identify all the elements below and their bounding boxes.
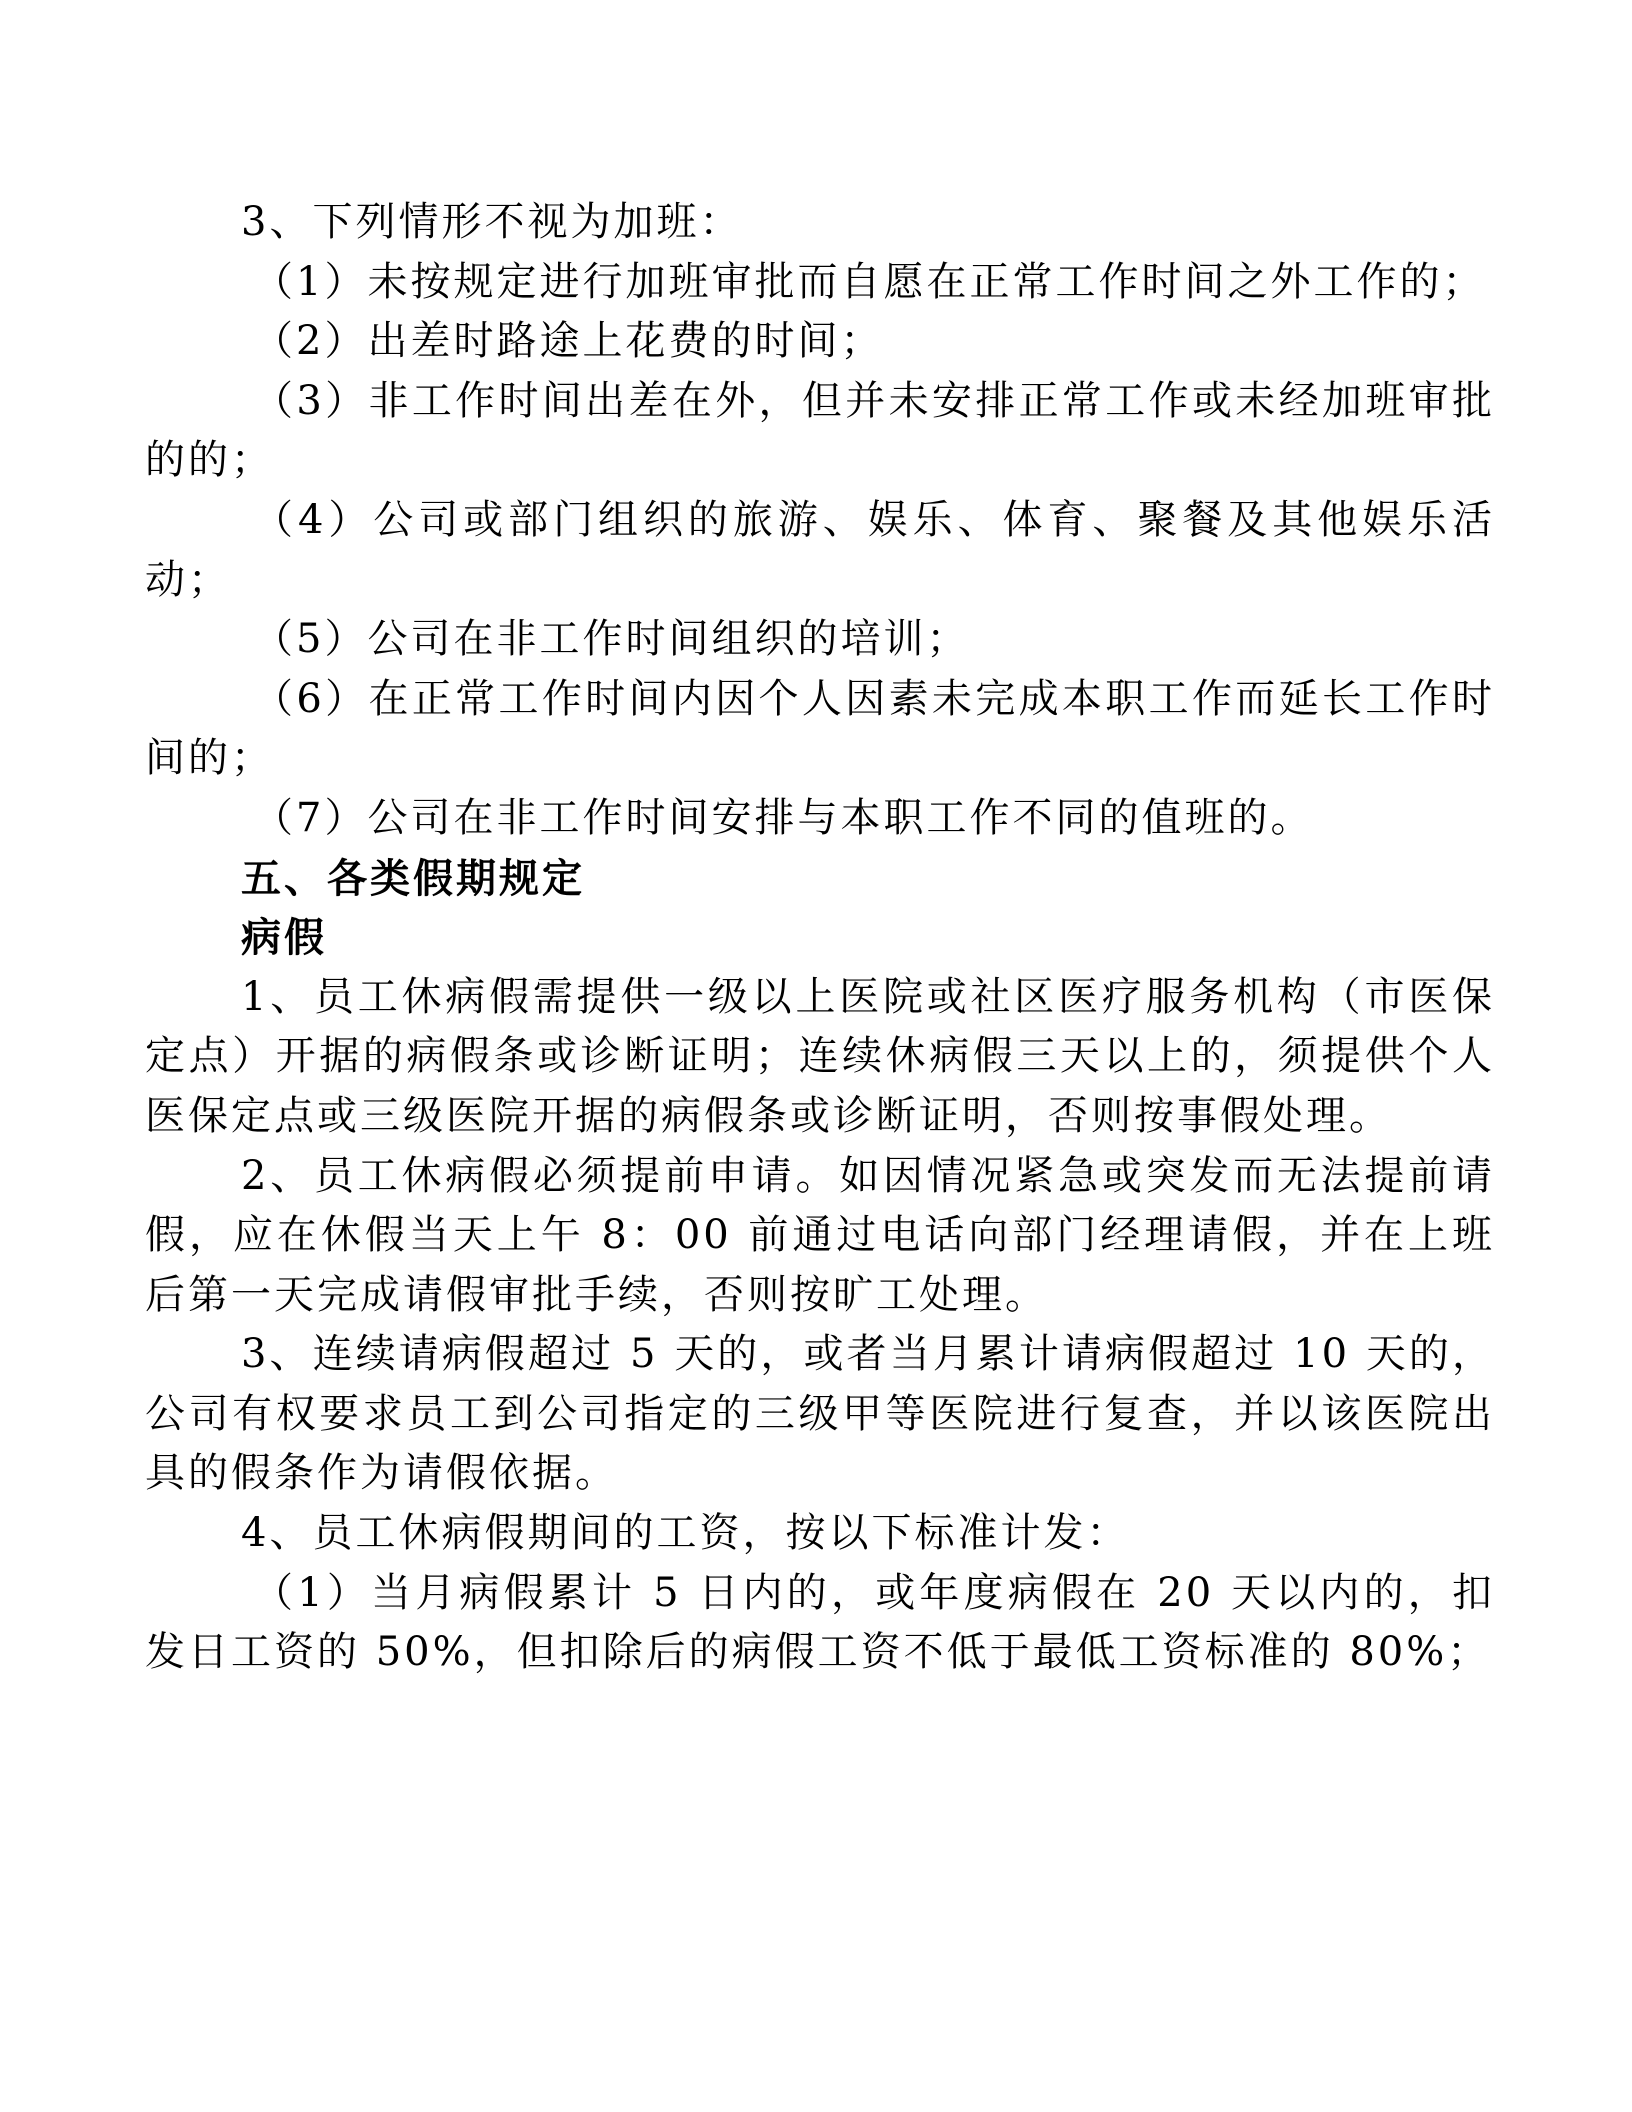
list-item-4: （4）公司或部门组织的旅游、娱乐、体育、聚餐及其他娱乐活动； [145, 496, 1495, 603]
list-item-3: （3）非工作时间出差在外，但并未安排正常工作或未经加班审批的的； [145, 377, 1495, 484]
list-item-6: （6）在正常工作时间内因个人因素未完成本职工作而延长工作时间的； [145, 675, 1495, 782]
list-item-sick-pay-1: （1）当月病假累计 5 日内的，或年度病假在 20 天以内的，扣发日工资的 50%，但扣除后的病假工资不低于最低工资标准的 80%； [145, 1569, 1495, 1676]
list-item-7: （7）公司在非工作时间安排与本职工作不同的值班的。 [253, 794, 1314, 841]
paragraph-sick-leave-2: 2、员工休病假必须提前申请。如因情况紧急或突发而无法提前请假，应在休假当天上午 8：00 前通过电话向部门经理请假，并在上班后第一天完成请假审批手续，否则按旷工处理。 [145, 1152, 1495, 1318]
section-heading: 五、各类假期规定 [241, 854, 585, 902]
paragraph-sick-leave-3: 3、连续请病假超过 5 天的，或者当月累计请病假超过 10 天的，公司有权要求员工到公司指定的三级甲等医院进行复查，并以该医院出具的假条作为请假依据。 [145, 1331, 1495, 1497]
list-item-5: （5）公司在非工作时间组织的培训； [253, 616, 970, 663]
paragraph-sick-leave-4: 4、员工休病假期间的工资，按以下标准计发： [241, 1510, 1130, 1557]
paragraph-overtime-exclusions: 3、下列情形不视为加班： [241, 199, 743, 245]
paragraph-sick-leave-1: 1、员工休病假需提供一级以上医院或社区医疗服务机构（市医保定点）开据的病假条或诊断证明；连续休病假三天以上的，须提供个人医保定点或三级医院开据的病假条或诊断证明，否则按事假处理。 [145, 973, 1495, 1139]
document-page [145, 193, 1495, 1683]
list-item-2: （2）出差时路途上花费的时间； [253, 318, 884, 365]
subsection-heading-sick-leave: 病假 [241, 914, 327, 962]
list-item-1: （1）未按规定进行加班审批而自愿在正常工作时间之外工作的； [253, 258, 1486, 305]
